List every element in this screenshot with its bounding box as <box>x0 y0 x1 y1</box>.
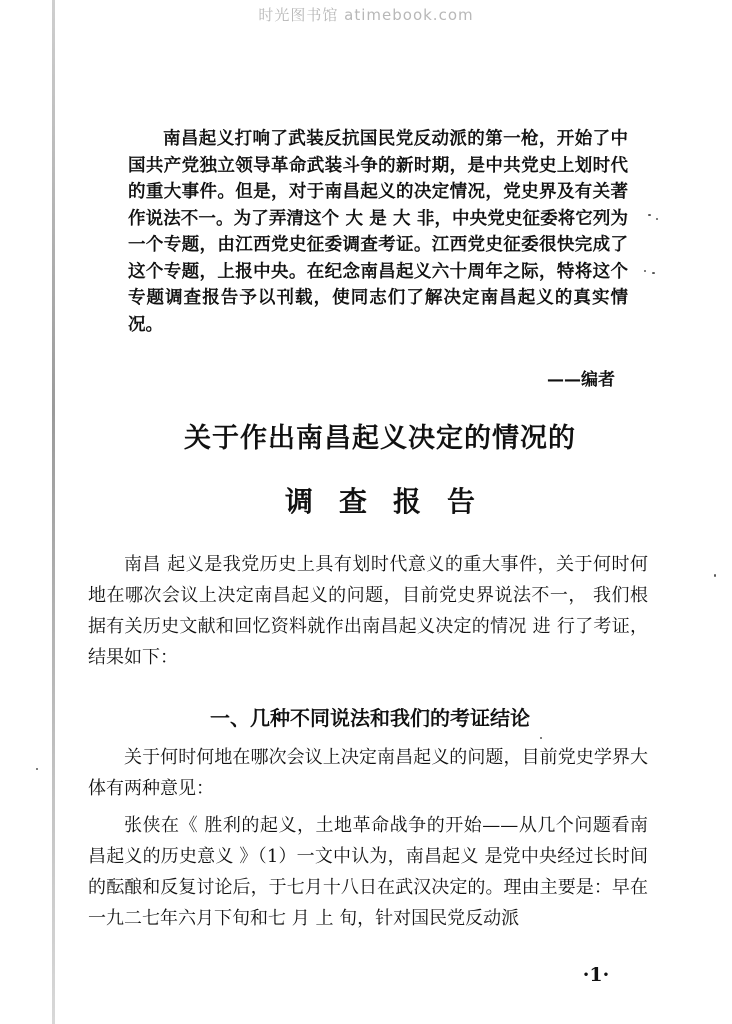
page-number: ·1· <box>582 964 610 986</box>
scan-speck <box>540 737 542 739</box>
report-title-line-2: 调查报告 <box>284 485 501 518</box>
editor-preface: 南昌起义打响了武装反抗国民党反动派的第一枪，开始了中国共产党独立领导革命武装斗争的新时期，是中共党史上划时代的重大事件。但是，对于南昌起义的决定情况，党史界及有关著作说法不一。为了弄清这个 大 是 大 非，中央党史征委将它列为一个专题，由江西党史征委调查考证。江西党史征委很快完成了这个专题，上报中央。在纪念南昌起义六十周年之际，特将这个专题调查报告予以刊载，使同志们了解决定南昌起义的真实情况。 <box>128 129 628 335</box>
scan-speck <box>656 218 658 220</box>
section-heading-1: 一、几种不同说法和我们的考证结论 <box>210 706 530 730</box>
scan-speck <box>648 214 651 216</box>
scan-edge-line <box>52 0 55 1024</box>
body-paragraph-1: 南昌 起义是我党历史上具有划时代意义的重大事件，关于何时何地在哪次会议上决定南昌起义的问题，目前党史界说法不一， 我们根据有关历史文献和回忆资料就作出南昌起义决定的情况 进 行了考证，结果如下： <box>88 554 648 668</box>
body-paragraph-2: 关于何时何地在哪次会议上决定南昌起义的问题，目前党史学界大体有两种意见： <box>88 747 648 799</box>
body-paragraph-3: 张侠在《 胜利的起义，土地革命战争的开始——从几个问题看南昌起义的历史意义 》（1）一文中认为，南昌起义 是党中央经过长时间的酝酿和反复讨论后，于七月十八日在武汉决定的。理由主要是：早在一九二七年六月下旬和七 月 上 旬，针对国民党反动派 <box>88 815 648 929</box>
scan-speck <box>714 574 716 577</box>
scan-speck <box>652 272 655 274</box>
editor-signature: ——编者 <box>547 370 615 390</box>
scan-speck <box>644 270 646 272</box>
scan-speck <box>36 768 38 770</box>
report-title-line-1: 关于作出南昌起义决定的情况的 <box>184 423 576 454</box>
watermark-text: 时光图书馆 atimebook.com <box>258 6 474 24</box>
